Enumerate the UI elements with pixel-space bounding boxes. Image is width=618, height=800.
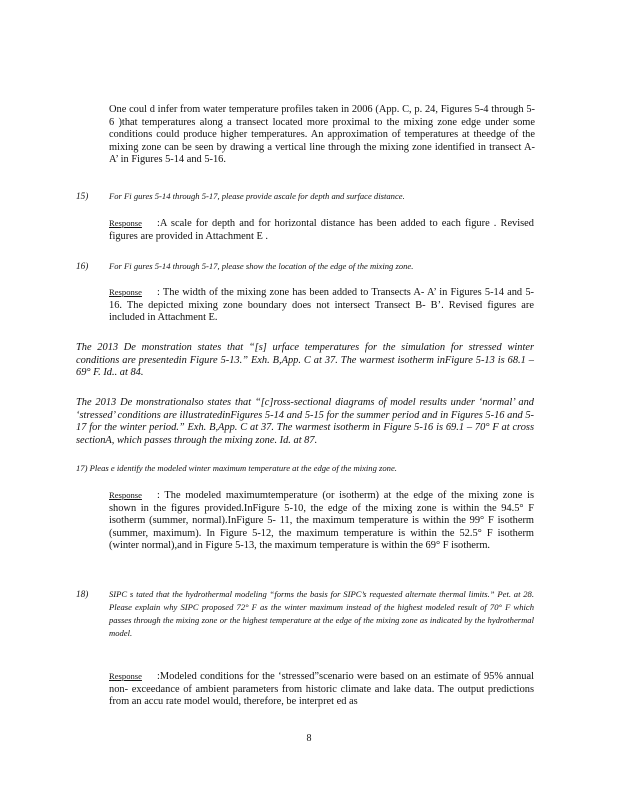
demonstration-quote-1: The 2013 De monstration states that “[s] urface temperatures for the simulation for stressed winter conditions are presentedin Figure 5-13.” Exh. B,App. C at 37. The warmest isotherm inFigure 5-13 is 68.1 – 69° F. Id.. at 84. [76,342,534,379]
item-17-question-line [76,462,516,475]
item-17-question: Pleas e identify the modeled winter maximum temperature at the edge of the mixing zone. [89,463,397,473]
item-15-response-text: :A scale for depth and for horizontal distance has been added to each figure . Revised figures are provided in Attachment E . [109,218,534,242]
response-label: Response [109,671,142,681]
item-18-response [109,670,534,709]
item-16-question: For Fi gures 5-14 through 5-17, please show the location of the edge of the mixing zone. [109,261,414,271]
item-16-response-text: : The width of the mixing zone has been added to Transects A- A’ in Figures 5-14 and 5-16. The depicted mixing zone boundary does not intersect Transect B- B’. Revised figures are included in Attachment E. [109,287,534,324]
item-16-response [109,286,534,325]
response-label: Response [109,218,142,228]
response-label: Response [109,490,142,500]
intro-paragraph: One coul d infer from water temperature profiles taken in 2006 (App. C, p. 24, Figures 5-4 through 5-6 )that temperatures along a transect located more proximal to the mixing zone edge under some conditions could produce higher temperatures. An approximation of temperatures at theedge of the mixing zone can be seen by drawing a vertical line through the mixing zone identified in transect A- A’ in Figures 5-14 and 5-16. [109,104,535,166]
item-18-number: 18) [76,589,89,599]
item-18-response-text: :Modeled conditions for the ‘stressed”scenario were based on an estimate of 95% annual non- exceedance of ambient parameters from historic climate and lake data. The output predictions from an accu rate model would, therefore, be interpret ed as [109,671,534,708]
item-18-question: SIPC s tated that the hydrothermal modeling “forms the basis for SIPC’s requested alternate thermal limits.” Pet. at 28. Please explain why SIPC proposed 72° F as the winter maximum instead of the highest modeled result of 70° F which passes through the mixing zone or the highest temperature at the edge of the mixing zone as indicated by the hydrothermal model. [109,589,534,638]
response-label: Response [109,287,142,297]
item-15-response [109,217,534,243]
item-17-response-text: : The modeled maximumtemperature (or isotherm) at the edge of the mixing zone is shown in the figures provided.InFigure 5-10, the edge of the mixing zone is within the 94.5° F isotherm (summer, normal).InFigure 5- 11, the maximum temperature is within the 99° F isotherm (summer, maximum). In Figure 5-12, the maximum temperature is within the 52.5° F isotherm (winter normal),and in Figure 5-13, the maximum temperature is within the 69° F isotherm. [109,490,534,552]
item-15-question: For Fi gures 5-14 through 5-17, please provide ascale for depth and surface distance. [109,191,405,201]
item-15-number: 15) [76,191,89,201]
item-17-response [109,489,534,553]
item-16-number: 16) [76,261,89,271]
item-17-number: 17) [76,463,88,473]
page-number: 8 [306,733,312,744]
demonstration-quote-2: The 2013 De monstrationalso states that “[c]ross-sectional diagrams of model results under ‘normal’ and ‘stressed’ conditions are illustratedinFigures 5-14 and 5-15 for the summer period and in Figures 5-16 and 5-17 for the winter period.” Exh. B,App. C at 37. The warmest isotherm in Figure 5-16 is 69.1 – 70° F at cross sectionA, which passes through the mixing zone. Id. at 87. [76,397,534,446]
